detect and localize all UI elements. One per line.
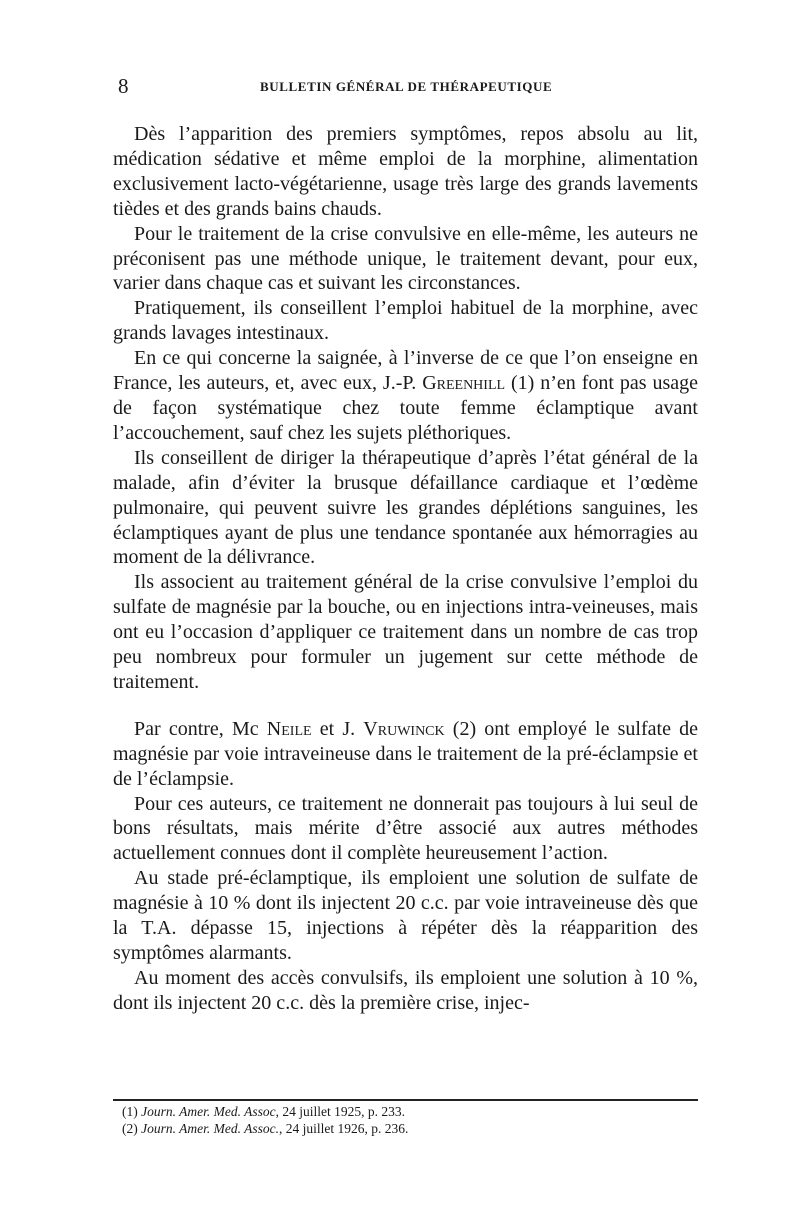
paragraph-6: Ils associent au traitement général de la crise convulsive l’emploi du sulfate de magnésie par la bouche, ou en injections intra-veineuses, mais ont eu l’occasion d’appliquer ce traitement dans un nombre de cas trop peu nombreux pour formuler un jugement sur cette méthode de traitement.	[113, 571, 698, 693]
paragraph-1: Dès l’apparition des premiers symptômes, repos absolu au lit, médication sédative et même emploi de la morphine, alimentation exclusivement lacto-végétarienne, usage très large des grands lavements tièdes et des grands bains chauds.	[113, 123, 698, 220]
page-number: 8	[118, 74, 129, 98]
paragraph-5: Ils conseillent de diriger la thérapeutique d’après l’état général de la malade, afin d’éviter la brusque défaillance cardiaque et l’œdème pulmonaire, qui peuvent suivre les grandes déplétions sanguines, les éclamptiques ayant de plus une tendance spontanée aux hémorragies au moment de la délivrance.	[113, 446, 698, 569]
paragraph-8: Pour ces auteurs, ce traitement ne donnerait pas toujours à lui seul de bons résultats, mais mérite d’être associé aux autres méthodes actuellement connues dont il complète heureusement l’action.	[113, 792, 698, 865]
running-title: BULLETIN GÉNÉRAL DE THÉRAPEUTIQUE	[260, 79, 553, 94]
footnote-2-details: , 24 juillet 1926, p. 236.	[279, 1121, 409, 1136]
paragraph-3: Pratiquement, ils conseillent l’emploi habituel de la morphine, avec grands lavages intestinaux.	[113, 297, 698, 345]
paragraph-7-text-b: (2) ont employé le sulfate de magnésie par voie intraveineuse dans le traitement de la pré-éclampsie et de l’éclampsie.	[113, 717, 698, 790]
author-name-greenhill: Greenhill	[422, 372, 506, 395]
footnote-1-journal: Journ. Amer. Med. Assoc	[141, 1104, 276, 1119]
paragraph-2: Pour le traitement de la crise convulsive en elle-même, les auteurs ne préconisent pas une méthode unique, le traitement devant, pour eux, varier dans chaque cas et suivant les circonstances.	[113, 222, 698, 295]
paragraph-9: Au stade pré-éclamptique, ils emploient une solution de sulfate de magnésie à 10 % dont ils injectent 20 c.c. par voie intraveineuse dès que la T.A. dépasse 15, injections à répéter dès la réapparition des symptômes alarmants.	[113, 867, 698, 964]
body-text	[113, 122, 698, 1016]
paragraph-7-text-mid: et J.	[311, 717, 364, 740]
footnote-2-journal: Journ. Amer. Med. Assoc.	[141, 1121, 279, 1136]
paragraph-7-text-a: Par contre, Mc	[134, 717, 267, 740]
footnote-1-details: , 24 juillet 1925, p. 233.	[275, 1104, 405, 1119]
paragraph-4	[113, 346, 698, 446]
paragraph-7	[113, 717, 698, 792]
footnote-2	[122, 1120, 682, 1137]
paragraph-4-text-b: (1) n’en font pas usage de façon systématique chez toute femme éclamptique avant l’accouchement, sauf chez les sujets pléthoriques.	[113, 372, 698, 444]
footnote-1-number: (1)	[122, 1104, 138, 1119]
author-name-vruwinck: Vruwinck	[363, 717, 445, 740]
paragraph-10: Au moment des accès convulsifs, ils emploient une solution à 10 %, dont ils injectent 20 c.c. dès la première crise, injec-	[113, 966, 698, 1014]
paragraph-4-text-a: En ce qui concerne la saignée, à l’inverse de ce que l’on enseigne en France, les auteurs, et, avec eux, J.-P.	[113, 347, 698, 395]
footnote-1	[122, 1103, 682, 1120]
author-name-neile: Neile	[266, 717, 312, 740]
footnote-divider	[113, 1099, 698, 1101]
footnote-2-number: (2)	[122, 1121, 138, 1136]
page-header	[118, 74, 698, 100]
footnotes	[122, 1103, 682, 1137]
